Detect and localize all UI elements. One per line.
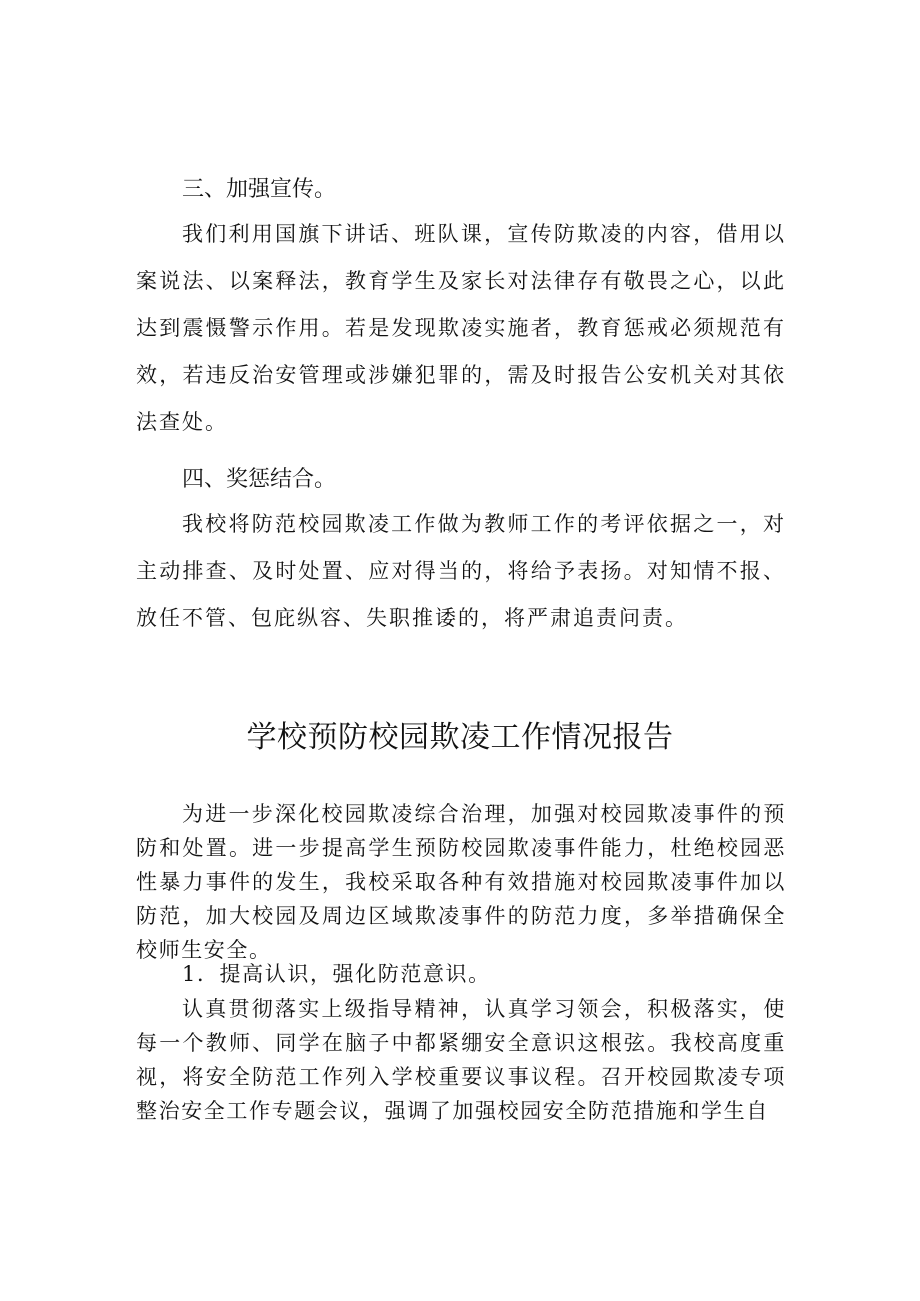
report-intro-paragraph: 为进一步深化校园欺凌综合治理，加强对校园欺凌事件的预防和处置。进一步提高学生预防校园欺凌事件能力，杜绝校园恶性暴力事件的发生，我校采取各种有效措施对校园欺凌事件加以防范，加大校园及周边区域欺凌事件的防范力度，多举措确保全校师生安全。 bbox=[136, 802, 786, 962]
section-3-heading: 三、加强宣传。 bbox=[182, 177, 337, 202]
section-3-paragraph: 我们利用国旗下讲话、班队课，宣传防欺凌的内容，借用以案说法、以案释法，教育学生及家长对法律存有敬畏之心，以此达到震慑警示作用。若是发现欺凌实施者，教育惩戒必须规范有效，若违反治安管理或涉嫌犯罪的，需及时报告公安机关对其依法查处。 bbox=[136, 222, 786, 434]
section-4-heading: 四、奖惩结合。 bbox=[182, 467, 337, 492]
report-title: 学校预防校园欺凌工作情况报告 bbox=[246, 720, 674, 755]
section-4-paragraph: 我校将防范校园欺凌工作做为教师工作的考评依据之一，对主动排查、及时处置、应对得当的，将给予表扬。对知情不报、放任不管、包庇纵容、失职推诿的，将严肃追责问责。 bbox=[136, 512, 786, 630]
item-1-heading: 1．提高认识，强化防范意识。 bbox=[182, 962, 491, 986]
item-1-paragraph: 认真贯彻落实上级指导精神，认真学习领会，积极落实，使每一个教师、同学在脑子中都紧绷安全意识这根弦。我校高度重视，将安全防范工作列入学校重要议事议程。召开校园欺凌专项整治安全工作专题会议，强调了加强校园安全防范措施和学生自 bbox=[136, 997, 786, 1123]
